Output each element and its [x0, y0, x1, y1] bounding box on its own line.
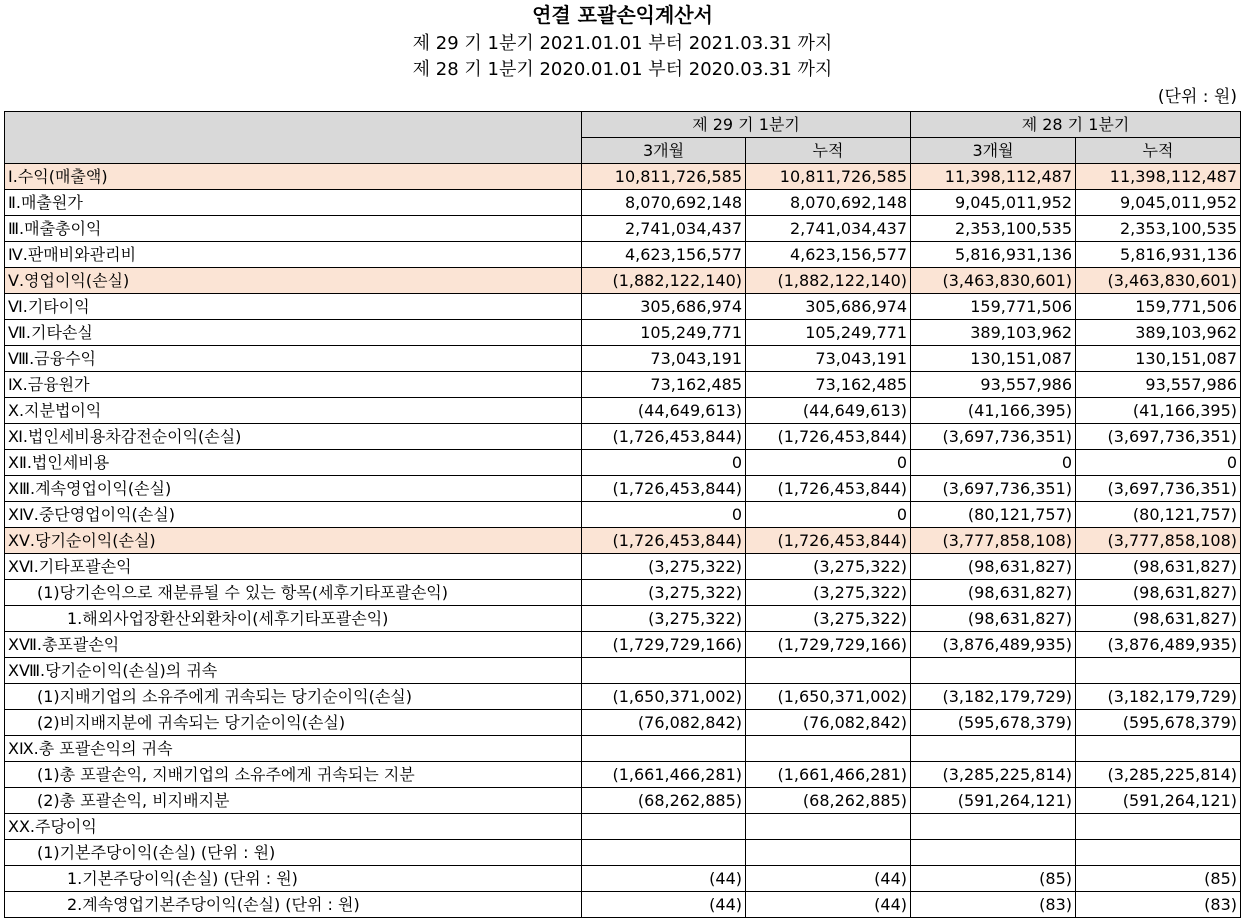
table-row: [5, 242, 1241, 268]
value-current-cumulative: 2,741,034,437: [746, 216, 911, 242]
value-prior-3m: 9,045,011,952: [911, 190, 1076, 216]
value-prior-3m: 0: [911, 450, 1076, 476]
value-prior-3m: (80,121,757): [911, 502, 1076, 528]
value-prior-3m: 2,353,100,535: [911, 216, 1076, 242]
row-label: Ⅶ.기타손실: [5, 320, 582, 346]
header-current-cumulative: 누적: [746, 138, 911, 164]
value-current-cumulative: (3,275,322): [746, 580, 911, 606]
row-label: Ⅺ.법인세비용차감전순이익(손실): [5, 424, 582, 450]
value-current-cumulative: (76,082,842): [746, 710, 911, 736]
value-prior-3m: (3,285,225,814): [911, 762, 1076, 788]
table-row: [5, 632, 1241, 658]
income-statement-table: [4, 111, 1241, 918]
value-prior-3m: (3,777,858,108): [911, 528, 1076, 554]
value-current-3m: [582, 814, 746, 840]
value-current-cumulative: 73,043,191: [746, 346, 911, 372]
value-current-cumulative: (1,726,453,844): [746, 424, 911, 450]
value-prior-cumulative: (3,876,489,935): [1076, 632, 1241, 658]
value-prior-cumulative: (41,166,395): [1076, 398, 1241, 424]
value-current-3m: (44): [582, 866, 746, 892]
value-current-3m: [582, 736, 746, 762]
value-current-cumulative: 4,623,156,577: [746, 242, 911, 268]
value-prior-3m: (595,678,379): [911, 710, 1076, 736]
value-prior-cumulative: 0: [1076, 450, 1241, 476]
row-label: XX.주당이익: [5, 814, 582, 840]
value-prior-cumulative: (3,285,225,814): [1076, 762, 1241, 788]
row-label: Ⅵ.기타이익: [5, 294, 582, 320]
row-label: XⅧ.당기순이익(손실)의 귀속: [5, 658, 582, 684]
row-label: 1.기본주당이익(손실) (단위 : 원): [5, 866, 582, 892]
value-prior-cumulative: 9,045,011,952: [1076, 190, 1241, 216]
value-current-3m: (1,882,122,140): [582, 268, 746, 294]
value-prior-3m: 389,103,962: [911, 320, 1076, 346]
value-prior-3m: 159,771,506: [911, 294, 1076, 320]
value-current-cumulative: 105,249,771: [746, 320, 911, 346]
value-current-3m: 105,249,771: [582, 320, 746, 346]
row-label: Ⅲ.매출총이익: [5, 216, 582, 242]
table-row: [5, 840, 1241, 866]
table-row: [5, 762, 1241, 788]
value-current-3m: (1,726,453,844): [582, 476, 746, 502]
value-prior-cumulative: 93,557,986: [1076, 372, 1241, 398]
value-current-3m: (1,726,453,844): [582, 424, 746, 450]
value-current-cumulative: [746, 814, 911, 840]
value-current-3m: (1,650,371,002): [582, 684, 746, 710]
value-prior-cumulative: (83): [1076, 892, 1241, 918]
row-label: Ⅸ.금융원가: [5, 372, 582, 398]
value-prior-3m: (3,182,179,729): [911, 684, 1076, 710]
value-current-cumulative: [746, 736, 911, 762]
row-label: 2.계속영업기본주당이익(손실) (단위 : 원): [5, 892, 582, 918]
value-prior-3m: (98,631,827): [911, 554, 1076, 580]
table-row: [5, 892, 1241, 918]
row-label: Ⅹ.지분법이익: [5, 398, 582, 424]
table-row: [5, 580, 1241, 606]
table-row: [5, 268, 1241, 294]
value-current-3m: 8,070,692,148: [582, 190, 746, 216]
row-label: XⅡ.법인세비용: [5, 450, 582, 476]
table-row: [5, 346, 1241, 372]
value-prior-cumulative: (3,182,179,729): [1076, 684, 1241, 710]
row-label: XⅣ.중단영업이익(손실): [5, 502, 582, 528]
table-row: [5, 788, 1241, 814]
value-current-3m: 4,623,156,577: [582, 242, 746, 268]
value-current-3m: 0: [582, 502, 746, 528]
value-prior-3m: [911, 814, 1076, 840]
value-prior-3m: (85): [911, 866, 1076, 892]
value-current-cumulative: (1,650,371,002): [746, 684, 911, 710]
table-row: [5, 164, 1241, 190]
header-prior-cumulative: 누적: [1076, 138, 1241, 164]
table-row: [5, 320, 1241, 346]
row-label: (2)총 포괄손익, 비지배지분: [5, 788, 582, 814]
value-current-cumulative: (1,726,453,844): [746, 476, 911, 502]
value-prior-cumulative: (98,631,827): [1076, 580, 1241, 606]
period-prior: 제 28 기 1분기 2020.01.01 부터 2020.03.31 까지: [412, 59, 833, 80]
value-current-3m: [582, 840, 746, 866]
value-prior-cumulative: (3,777,858,108): [1076, 528, 1241, 554]
value-current-cumulative: 8,070,692,148: [746, 190, 911, 216]
table-row: [5, 372, 1241, 398]
value-current-cumulative: 305,686,974: [746, 294, 911, 320]
value-current-cumulative: (1,882,122,140): [746, 268, 911, 294]
value-prior-cumulative: [1076, 736, 1241, 762]
value-current-cumulative: (68,262,885): [746, 788, 911, 814]
value-prior-3m: (41,166,395): [911, 398, 1076, 424]
value-current-cumulative: (1,729,729,166): [746, 632, 911, 658]
header-row-periods: [5, 112, 1241, 138]
value-prior-cumulative: (595,678,379): [1076, 710, 1241, 736]
value-prior-3m: (98,631,827): [911, 580, 1076, 606]
row-label: (1)지배기업의 소유주에게 귀속되는 당기순이익(손실): [5, 684, 582, 710]
value-prior-cumulative: [1076, 658, 1241, 684]
table-row: [5, 814, 1241, 840]
row-label: Ⅴ.영업이익(손실): [5, 268, 582, 294]
value-current-3m: 10,811,726,585: [582, 164, 746, 190]
value-current-cumulative: (44): [746, 866, 911, 892]
header-current-3m: 3개월: [582, 138, 746, 164]
value-prior-3m: (591,264,121): [911, 788, 1076, 814]
row-label: 1.해외사업장환산외환차이(세후기타포괄손익): [5, 606, 582, 632]
value-current-3m: [582, 658, 746, 684]
table-row: [5, 866, 1241, 892]
value-prior-3m: (98,631,827): [911, 606, 1076, 632]
statement-title: 연결 포괄손익계산서: [532, 3, 713, 27]
value-prior-cumulative: (80,121,757): [1076, 502, 1241, 528]
value-current-cumulative: (1,726,453,844): [746, 528, 911, 554]
value-current-cumulative: 0: [746, 502, 911, 528]
value-prior-3m: [911, 736, 1076, 762]
table-row: [5, 528, 1241, 554]
header-prior-period: 제 28 기 1분기: [911, 112, 1241, 138]
value-prior-cumulative: [1076, 840, 1241, 866]
value-prior-3m: [911, 658, 1076, 684]
value-prior-cumulative: 5,816,931,136: [1076, 242, 1241, 268]
table-row: [5, 424, 1241, 450]
row-label: XⅤ.당기순이익(손실): [5, 528, 582, 554]
value-prior-cumulative: (3,697,736,351): [1076, 476, 1241, 502]
value-prior-cumulative: (3,463,830,601): [1076, 268, 1241, 294]
value-prior-cumulative: (591,264,121): [1076, 788, 1241, 814]
statement-body: [5, 164, 1241, 918]
row-label: (1)총 포괄손익, 지배기업의 소유주에게 귀속되는 지분: [5, 762, 582, 788]
row-label: Ⅷ.금융수익: [5, 346, 582, 372]
table-row: [5, 710, 1241, 736]
row-label: XⅦ.총포괄손익: [5, 632, 582, 658]
row-label: XⅢ.계속영업이익(손실): [5, 476, 582, 502]
value-prior-3m: (83): [911, 892, 1076, 918]
period-current: 제 29 기 1분기 2021.01.01 부터 2021.03.31 까지: [412, 33, 833, 54]
value-prior-3m: 93,557,986: [911, 372, 1076, 398]
value-current-cumulative: [746, 840, 911, 866]
value-current-3m: (1,729,729,166): [582, 632, 746, 658]
table-row: [5, 606, 1241, 632]
unit-label: (단위 : 원): [1157, 87, 1237, 107]
value-prior-cumulative: 389,103,962: [1076, 320, 1241, 346]
row-label: Ⅳ.판매비와관리비: [5, 242, 582, 268]
table-row: [5, 554, 1241, 580]
value-current-3m: 73,162,485: [582, 372, 746, 398]
value-prior-cumulative: 130,151,087: [1076, 346, 1241, 372]
table-row: [5, 684, 1241, 710]
value-current-3m: (3,275,322): [582, 554, 746, 580]
value-current-3m: (3,275,322): [582, 580, 746, 606]
value-current-cumulative: (44): [746, 892, 911, 918]
value-current-3m: (3,275,322): [582, 606, 746, 632]
row-label: (1)기본주당이익(손실) (단위 : 원): [5, 840, 582, 866]
value-prior-3m: (3,463,830,601): [911, 268, 1076, 294]
row-label: Ⅰ.수익(매출액): [5, 164, 582, 190]
value-current-cumulative: [746, 658, 911, 684]
header-current-period: 제 29 기 1분기: [582, 112, 911, 138]
table-row: [5, 736, 1241, 762]
table-row: [5, 294, 1241, 320]
value-current-cumulative: 10,811,726,585: [746, 164, 911, 190]
value-prior-3m: 130,151,087: [911, 346, 1076, 372]
value-prior-3m: 5,816,931,136: [911, 242, 1076, 268]
value-current-cumulative: (3,275,322): [746, 554, 911, 580]
value-prior-3m: (3,697,736,351): [911, 424, 1076, 450]
value-prior-3m: 11,398,112,487: [911, 164, 1076, 190]
table-row: [5, 190, 1241, 216]
value-prior-cumulative: (85): [1076, 866, 1241, 892]
value-current-3m: 73,043,191: [582, 346, 746, 372]
value-prior-cumulative: (98,631,827): [1076, 554, 1241, 580]
value-current-3m: 2,741,034,437: [582, 216, 746, 242]
table-row: [5, 658, 1241, 684]
table-row: [5, 502, 1241, 528]
value-current-cumulative: 0: [746, 450, 911, 476]
value-current-cumulative: (3,275,322): [746, 606, 911, 632]
row-label: (1)당기손익으로 재분류될 수 있는 항목(세후기타포괄손익): [5, 580, 582, 606]
row-label: Ⅱ.매출원가: [5, 190, 582, 216]
value-prior-cumulative: 159,771,506: [1076, 294, 1241, 320]
value-prior-cumulative: (3,697,736,351): [1076, 424, 1241, 450]
value-prior-cumulative: 11,398,112,487: [1076, 164, 1241, 190]
value-current-cumulative: 73,162,485: [746, 372, 911, 398]
header-account-cell: [5, 112, 582, 164]
table-row: [5, 398, 1241, 424]
table-row: [5, 216, 1241, 242]
value-current-cumulative: (44,649,613): [746, 398, 911, 424]
value-prior-3m: (3,697,736,351): [911, 476, 1076, 502]
row-label: (2)비지배지분에 귀속되는 당기순이익(손실): [5, 710, 582, 736]
value-prior-cumulative: [1076, 814, 1241, 840]
row-label: XⅨ.총 포괄손익의 귀속: [5, 736, 582, 762]
value-current-cumulative: (1,661,466,281): [746, 762, 911, 788]
value-current-3m: 0: [582, 450, 746, 476]
value-current-3m: 305,686,974: [582, 294, 746, 320]
value-prior-cumulative: 2,353,100,535: [1076, 216, 1241, 242]
value-prior-3m: [911, 840, 1076, 866]
value-prior-cumulative: (98,631,827): [1076, 606, 1241, 632]
table-row: [5, 450, 1241, 476]
value-current-3m: (76,082,842): [582, 710, 746, 736]
row-label: XⅥ.기타포괄손익: [5, 554, 582, 580]
value-current-3m: (44): [582, 892, 746, 918]
header-prior-3m: 3개월: [911, 138, 1076, 164]
value-current-3m: (68,262,885): [582, 788, 746, 814]
value-current-3m: (44,649,613): [582, 398, 746, 424]
value-current-3m: (1,661,466,281): [582, 762, 746, 788]
value-prior-3m: (3,876,489,935): [911, 632, 1076, 658]
table-row: [5, 476, 1241, 502]
value-current-3m: (1,726,453,844): [582, 528, 746, 554]
